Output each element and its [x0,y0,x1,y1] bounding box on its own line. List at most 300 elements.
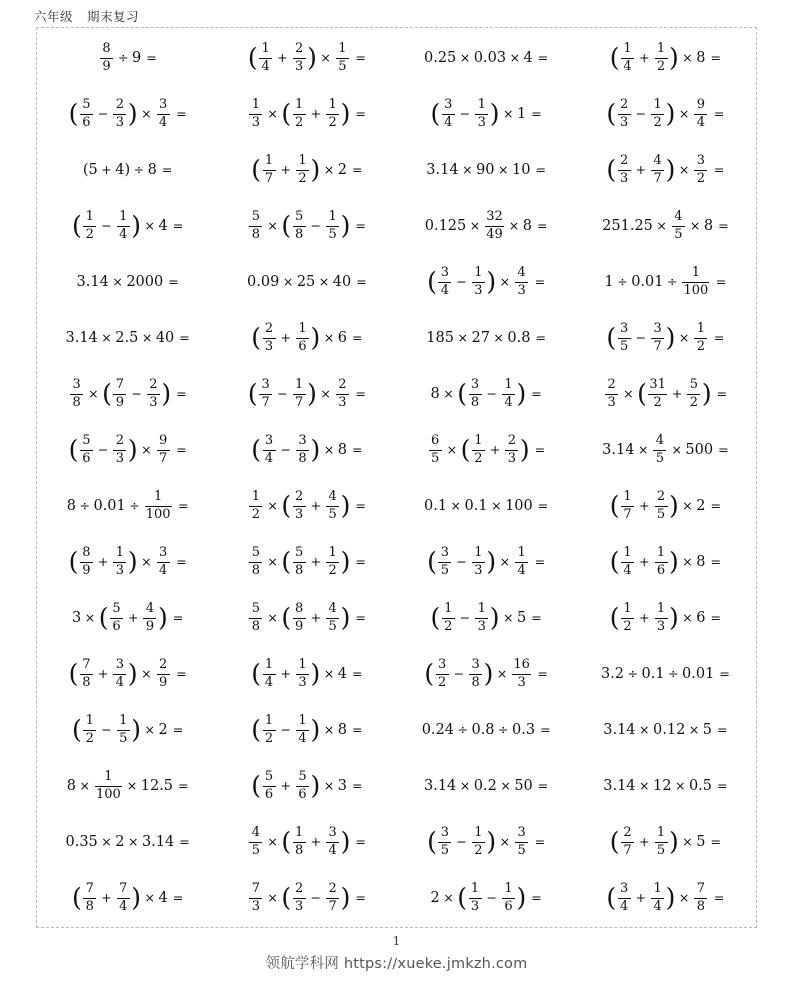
parenthesis: ) [310,658,321,688]
fraction-numerator: 1 [504,881,513,897]
fraction-numerator: 1 [656,41,666,57]
fraction [618,322,631,353]
math-operator: × [493,329,504,345]
fraction [263,434,276,465]
fraction-denominator: 3 [656,619,666,634]
parenthesis: ( [609,546,620,576]
fraction [326,210,339,241]
fraction-denominator: 7 [623,843,632,858]
fraction-numerator: 1 [119,209,128,225]
math-expression [426,331,546,346]
fraction-denominator: 3 [470,899,480,914]
fraction-numerator: 1 [85,713,94,729]
fraction-numerator: 5 [689,377,699,393]
fraction [694,98,707,129]
math-expression [251,322,362,353]
fraction-denominator: 5 [656,843,666,858]
problem-cell [38,30,217,86]
math-operator: − [310,217,322,233]
math-expression [604,378,728,409]
equals-sign: = [172,609,184,625]
fraction [336,378,349,409]
fraction [80,546,93,577]
fraction-denominator: 4 [696,115,706,130]
math-operator: × [637,441,649,457]
fraction [438,266,451,297]
equals-sign: = [710,497,721,513]
parenthesis: ( [281,490,292,520]
fraction-numerator: 1 [264,713,274,729]
math-expression [603,779,727,794]
math-operator: × [443,889,454,905]
math-operator: ÷ [627,665,638,681]
math-expression [604,266,726,297]
fraction [618,882,631,913]
fraction-numerator: 8 [102,41,111,57]
fraction-denominator: 3 [149,395,158,410]
fraction-denominator: 5 [440,843,450,858]
problem-cell [38,590,217,646]
fraction [80,98,93,129]
equals-sign: = [537,497,549,513]
math-expression [606,154,724,185]
fraction [436,658,449,689]
parenthesis: ) [486,266,497,296]
math-operator: × [457,329,468,345]
math-operator: − [101,721,112,737]
math-operator: × [144,217,156,233]
fraction-numerator: 2 [115,433,125,449]
math-operator: × [674,777,686,793]
fraction-numerator: 1 [261,41,270,57]
math-operator: + [639,497,650,513]
math-expression [426,163,546,178]
fraction-numerator: 32 [486,209,503,225]
fraction-denominator: 3 [517,283,526,298]
parenthesis: ) [127,98,138,128]
math-expression [422,723,551,738]
math-number: 3.14 [602,441,635,458]
problem-cell [397,702,576,758]
math-number: 0.24 [421,721,454,738]
fraction [651,322,664,353]
math-operator: + [671,385,683,401]
parenthesis: ( [606,98,617,128]
fraction-denominator: 3 [620,115,629,130]
problem-cell [217,702,396,758]
math-number: 8 [696,553,706,570]
equals-sign: = [355,385,366,401]
fraction [651,154,664,185]
math-operator: × [682,553,693,569]
fraction [429,434,442,465]
fraction-denominator: 8 [85,899,94,914]
math-operator: × [682,609,693,625]
equals-sign: = [356,273,367,289]
fraction-numerator: 3 [440,825,450,841]
fraction-denominator: 4 [119,899,128,914]
parenthesis: ( [427,546,437,576]
equals-sign: = [710,609,721,625]
fraction-denominator: 2 [474,843,483,858]
math-operator: − [310,889,322,905]
fraction-denominator: 3 [294,507,304,522]
fraction-denominator: 8 [696,899,706,914]
fraction-numerator: 1 [504,377,513,393]
fraction [326,490,339,521]
math-expression [248,378,366,409]
fraction-denominator: 3 [298,675,307,690]
math-number: 8 [703,217,714,234]
equals-sign: = [717,721,728,737]
problem-cell [217,254,396,310]
fraction-denominator: 3 [477,619,486,634]
parenthesis: ( [281,882,292,912]
problem-cell [397,310,576,366]
equals-sign: = [355,49,366,65]
math-operator: ÷ [129,497,140,513]
parenthesis: ) [310,770,321,800]
fraction-denominator: 2 [474,451,483,466]
fraction [259,42,272,73]
math-operator: × [112,273,123,289]
fraction-numerator: 3 [158,97,168,113]
math-operator: × [459,49,471,65]
parenthesis: ) [307,378,317,408]
math-operator: × [499,553,511,569]
math-operator: − [635,329,647,345]
math-number: 0.01 [682,665,715,682]
math-operator: × [267,217,278,233]
math-expression [69,98,187,129]
equals-sign: = [178,777,189,793]
math-number: 4) [115,161,131,178]
equals-sign: = [161,161,173,177]
math-operator: × [84,609,96,625]
math-number: 10 [512,161,531,178]
fraction-denominator: 3 [115,115,125,130]
equals-sign: = [718,441,729,457]
fraction-numerator: 1 [696,321,706,337]
math-expression [601,667,730,682]
parenthesis: ) [340,602,351,632]
math-operator: − [277,385,288,401]
problem-cell [576,478,755,534]
fraction-denominator: 6 [82,115,91,130]
math-number: 12.5 [140,777,174,794]
equals-sign: = [534,553,546,569]
math-operator: × [462,161,473,177]
math-operator: + [280,329,292,345]
fraction [618,154,631,185]
fraction [655,546,668,577]
math-operator: + [639,553,650,569]
fraction-numerator: 3 [72,377,81,393]
fraction-denominator: 2 [328,115,337,130]
problem-cell [38,86,217,142]
parenthesis: ( [72,882,82,912]
parenthesis: ) [310,322,321,352]
fraction [621,490,634,521]
math-expression [431,378,542,409]
problem-cell [217,366,396,422]
fraction-denominator: 2 [85,227,94,242]
math-operator: × [79,777,90,793]
fraction [157,434,170,465]
math-number: 2 [696,497,706,514]
fraction-denominator: 4 [623,59,632,74]
fraction [113,434,126,465]
problem-cell [217,646,396,702]
fraction-denominator: 3 [517,675,526,690]
fraction-denominator: 4 [119,227,128,242]
fraction-denominator: 3 [294,59,304,74]
fraction-denominator: 9 [115,395,125,410]
fraction-denominator: 4 [115,675,125,690]
fraction-denominator: 8 [294,227,304,242]
math-expression [424,499,548,514]
parenthesis: ) [340,882,351,912]
problem-cell [38,310,217,366]
math-number: 6 [696,609,706,626]
math-number: 0.5 [688,777,713,794]
math-number: 25 [296,273,316,290]
fraction-numerator: 2 [507,433,516,449]
math-number: 4 [158,889,168,906]
fraction-denominator: 3 [477,115,486,130]
fraction-numerator: 7 [82,657,91,673]
fraction [249,98,262,129]
math-number: 27 [471,329,490,346]
math-expression [251,434,362,465]
math-expression [251,658,362,689]
fraction-denominator: 9 [145,619,155,634]
fraction-denominator: 3 [474,283,483,298]
equals-sign: = [531,609,542,625]
fraction-denominator: 2 [696,171,706,186]
worksheet-title: 期末复习 [87,9,140,24]
fraction [157,98,170,129]
math-operator: × [688,721,700,737]
equals-sign: = [535,329,546,345]
parenthesis: ) [310,434,321,464]
fraction [442,98,455,129]
math-operator: − [459,105,471,121]
parenthesis: ( [247,42,258,72]
equals-sign: = [531,889,542,905]
fraction-numerator: 1 [656,601,666,617]
math-number: 1 [604,273,614,290]
math-number: (5 [82,161,98,178]
fraction-numerator: 7 [115,377,125,393]
math-operator: − [97,105,109,121]
math-operator: × [503,609,514,625]
math-number: 251.25 [602,217,653,234]
problem-cell [576,198,755,254]
fraction [83,210,96,241]
fraction [485,210,504,241]
math-expression [65,331,189,346]
problem-cell [576,814,755,870]
math-number: 4 [158,217,168,234]
math-number: 8 [147,161,157,178]
equals-sign: = [355,497,366,513]
fraction-numerator: 5 [251,545,261,561]
fraction [147,378,160,409]
math-operator: × [639,777,650,793]
equals-sign: = [168,273,179,289]
math-expression [427,826,545,857]
problem-cell [576,142,755,198]
fraction [653,434,666,465]
fraction [655,826,668,857]
fraction-denominator: 49 [486,227,503,242]
parenthesis: ( [251,154,262,184]
math-number: 0.01 [631,273,664,290]
fraction-numerator: 7 [251,881,261,897]
math-expression [99,42,157,73]
math-operator: × [141,105,152,121]
fraction-numerator: 1 [251,489,261,505]
problem-cell [576,30,755,86]
parenthesis: ( [424,658,435,688]
fraction [249,602,262,633]
fraction [472,266,485,297]
math-operator: − [456,833,467,849]
fraction-denominator: 3 [251,115,261,130]
math-operator: × [469,217,481,233]
parenthesis: ) [669,602,679,632]
parenthesis: ( [72,210,82,240]
math-expression [72,714,183,745]
fraction-denominator: 100 [145,507,171,522]
fraction-numerator: 6 [430,433,440,449]
fraction-numerator: 1 [298,321,307,337]
fraction-denominator: 4 [158,115,168,130]
fraction [117,714,130,745]
equals-sign: = [355,889,366,905]
fraction-numerator: 3 [444,97,453,113]
fraction-numerator: 1 [653,97,662,113]
fraction [296,658,309,689]
fraction-numerator: 31 [649,377,666,393]
equals-sign: = [713,161,725,177]
fraction [438,826,451,857]
fraction-denominator: 6 [298,787,307,802]
fraction-denominator: 5 [517,843,526,858]
fraction [70,378,83,409]
math-number: 0.8 [471,721,495,738]
fraction [100,42,113,73]
math-operator: × [144,721,156,737]
equals-sign: = [355,609,366,625]
parenthesis: ) [127,546,138,576]
fraction-denominator: 5 [655,451,665,466]
problem-cell [217,814,396,870]
equals-sign: = [537,665,548,681]
fraction [113,546,126,577]
fraction-numerator: 1 [653,881,662,897]
problem-cell [217,86,396,142]
parenthesis: ( [251,658,262,688]
math-number: 0.1 [641,665,665,682]
fraction-numerator: 1 [104,769,113,785]
fraction-numerator: 1 [153,489,163,505]
fraction-denominator: 4 [440,283,450,298]
fraction-numerator: 2 [294,489,304,505]
parenthesis: ) [669,826,679,856]
math-operator: + [101,161,112,177]
fraction-denominator: 5 [620,339,629,354]
fraction [263,322,276,353]
fraction-numerator: 5 [82,97,91,113]
fraction-denominator: 7 [264,171,274,186]
fraction [259,378,272,409]
fraction-numerator: 1 [328,545,337,561]
fraction-denominator: 4 [298,731,307,746]
math-number: 0.01 [93,497,126,514]
fraction-numerator: 1 [298,657,307,673]
fraction [296,154,309,185]
parenthesis: ( [606,882,617,912]
math-number: 40 [155,329,175,346]
math-number: 2 [430,889,440,906]
problem-cell [38,534,217,590]
math-operator: × [88,385,99,401]
math-number: 2.5 [115,329,139,346]
math-operator: + [635,889,647,905]
fraction-numerator: 1 [623,545,632,561]
equals-sign: = [710,553,721,569]
math-operator: × [323,161,335,177]
parenthesis: ( [251,322,262,352]
parenthesis: ( [637,378,647,408]
fraction [293,602,306,633]
fraction-numerator: 3 [517,825,526,841]
problem-cell [576,254,755,310]
math-operator: + [489,441,501,457]
parenthesis: ( [251,770,262,800]
fraction-denominator: 5 [328,507,337,522]
equals-sign: = [355,553,366,569]
fraction-denominator: 2 [264,731,274,746]
math-operator: × [323,777,335,793]
parenthesis: ( [457,378,467,408]
fraction-numerator: 2 [620,97,629,113]
math-operator: ÷ [457,721,468,737]
fraction-denominator: 5 [440,563,450,578]
fraction-numerator: 3 [115,657,125,673]
math-operator: × [509,49,521,65]
fraction [682,266,709,297]
fraction [326,826,339,857]
parenthesis: ) [310,154,321,184]
equals-sign: = [713,105,725,121]
math-number: 3.2 [600,665,624,682]
problem-cell [397,30,576,86]
fraction-denominator: 100 [683,283,709,298]
math-operator: × [141,665,152,681]
math-expression [248,490,366,521]
math-number: 0.3 [512,721,536,738]
fraction [472,434,485,465]
parenthesis: ) [669,490,679,520]
equals-sign: = [710,49,721,65]
math-number: 0.8 [507,329,531,346]
fraction [263,714,276,745]
math-operator: × [678,329,690,345]
fraction-denominator: 8 [72,395,81,410]
